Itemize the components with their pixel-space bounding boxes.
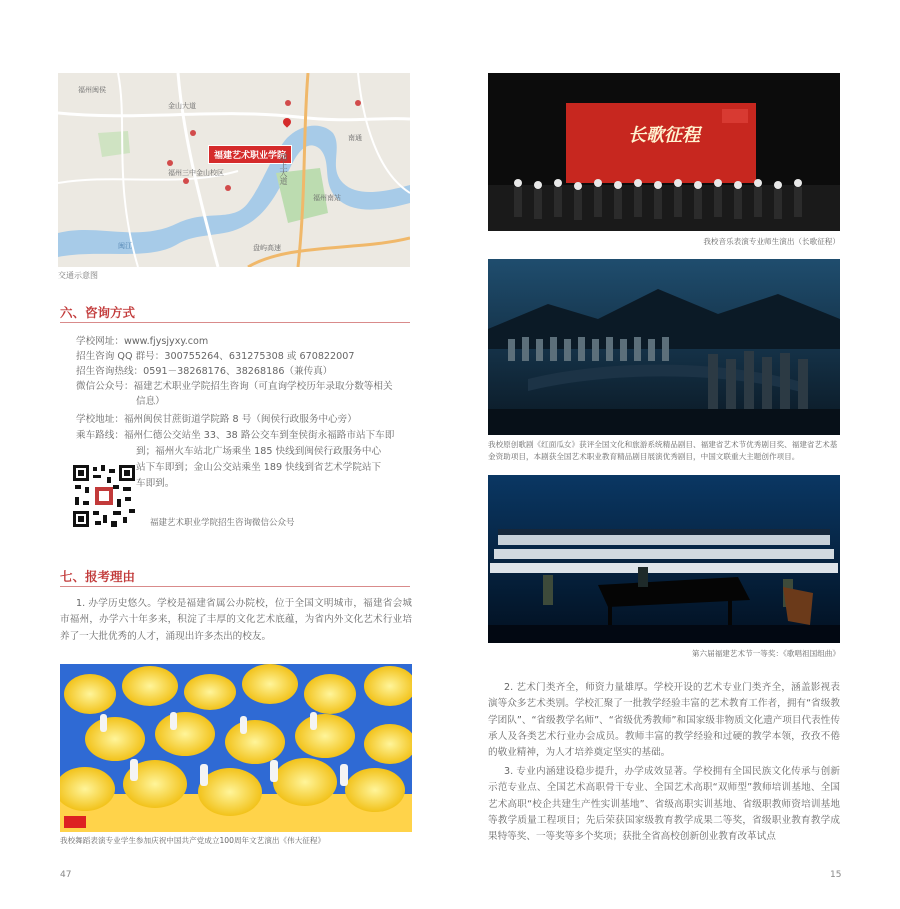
dance-photo-caption: 我校舞蹈表演专业学生参加庆祝中国共产党成立100周年文艺演出《伟大征程》: [60, 836, 326, 845]
orchestra-photo-caption: 我校音乐表演专业师生演出（长歌征程）: [703, 237, 840, 246]
section-rule: [60, 322, 410, 323]
map-label: 福州南站: [313, 194, 341, 202]
opera-photo: [488, 259, 840, 435]
contact-line-hotline: 招生咨询热线：0591－38268176、38268186（兼传真）: [76, 366, 333, 377]
map-pin-label: 福建艺术职业学院: [208, 145, 292, 164]
qr-caption: 福建艺术职业学院招生咨询微信公众号: [150, 518, 295, 528]
page-number-right: 15: [830, 870, 842, 880]
dance-photo: [60, 664, 412, 832]
contact-line-route-4: 车即到。: [136, 478, 175, 489]
section-title-contact: 六、咨询方式: [60, 305, 136, 320]
map-label: 闽江: [118, 242, 132, 250]
map-label: 福州闽侯: [78, 86, 106, 94]
map-label: 福州三中金山校区: [168, 169, 224, 177]
reason-paragraph-3: 3. 专业内涵建设稳步提升，办学成效显著。学校拥有全国民族文化传承与创新示范专业点、全国艺术高职骨干专业、全国艺术高职“双师型”教师培训基地、全国艺术高职“校企共建生产性实训基地”、省级高职实训基地、省级职教师资培训基地等教学质量工程项目；先后荣获国家级教育教学成果二等奖，省级职业教育教学成果特等奖、一等奖等多个奖项；获批全省高校创新创业教育改革试点: [488, 766, 840, 843]
contact-line-wechat-cont: 信息）: [136, 396, 165, 407]
map-caption: 交通示意图: [58, 271, 98, 280]
map-label: 浦上大道: [279, 153, 288, 185]
section-title-reasons: 七、报考理由: [60, 569, 136, 584]
reason-paragraph-1: 1. 办学历史悠久。学校是福建省属公办院校，位于全国文明城市，福建省会城市福州，办学六十年多来，积淀了丰厚的文化艺术底蕴，为省内外文化艺术行业培养了一大批优秀的人才，涌现出许多杰出的校友。: [60, 598, 412, 642]
contact-line-route: 乘车路线：福州仁德公交站坐 33、38 路公交车到奎侯街永福路市站下车即: [76, 430, 395, 441]
wechat-qr-code: [73, 465, 135, 527]
contact-line-route-2: 到；福州火车站北广场乘坐 185 快线到闽侯行政服务中心: [136, 446, 382, 457]
contact-line-website: 学校网址：www.fjysjyxy.com: [76, 336, 209, 347]
contact-line-wechat: 微信公众号：福建艺术职业学院招生咨询（可直询学校历年录取分数等相关: [76, 381, 393, 392]
reason-paragraph-2: 2. 艺术门类齐全，师资力量雄厚。学校开设的艺术专业门类齐全，涵盖影视表演等众多艺术类别。学校汇聚了一批教学经验丰富的艺术教育工作者，拥有“省级教学团队”、“省级教学名师”、“省级优秀教师”和国家级非物质文化遗产项目代表性传承人及各类艺术行业办会成员。教师丰富的教学经验和过硬的教学本领，孜孜不倦的敬业精神，为人才培养奠定坚实的基础。: [488, 682, 840, 759]
choir-photo: [488, 475, 840, 643]
section-rule: [60, 586, 410, 587]
choir-photo-caption: 第六届福建艺术节一等奖：《歌唱祖国组曲》: [691, 649, 840, 658]
orchestra-photo: [488, 73, 840, 231]
contact-line-qq: 招生咨询 QQ 群号：300755264、631275308 或 670822007: [76, 351, 355, 362]
campus-map: [58, 73, 410, 267]
map-label: 南通: [348, 134, 362, 142]
contact-line-route-3: 站下车即到；金山公交站乘坐 189 快线到省艺术学院站下: [136, 462, 382, 473]
map-label: 盘屿高速: [253, 244, 281, 252]
opera-photo-caption: 我校原创歌剧《红面瓜女》获评全国文化和旅游系统精品剧目、福建省艺术节优秀剧目奖、福建省艺术基金资助项目，本剧获全国艺术职业教育精品剧目展演优秀剧目，中国文联重大主题创作项目。: [488, 440, 838, 461]
page-number-left: 47: [60, 870, 72, 880]
map-label: 金山大道: [168, 102, 196, 110]
orchestra-banner-text: 长歌征程: [628, 125, 700, 146]
contact-line-address: 学校地址：福州闽侯甘蔗街道学院路 8 号（闽侯行政服务中心旁）: [76, 414, 357, 425]
